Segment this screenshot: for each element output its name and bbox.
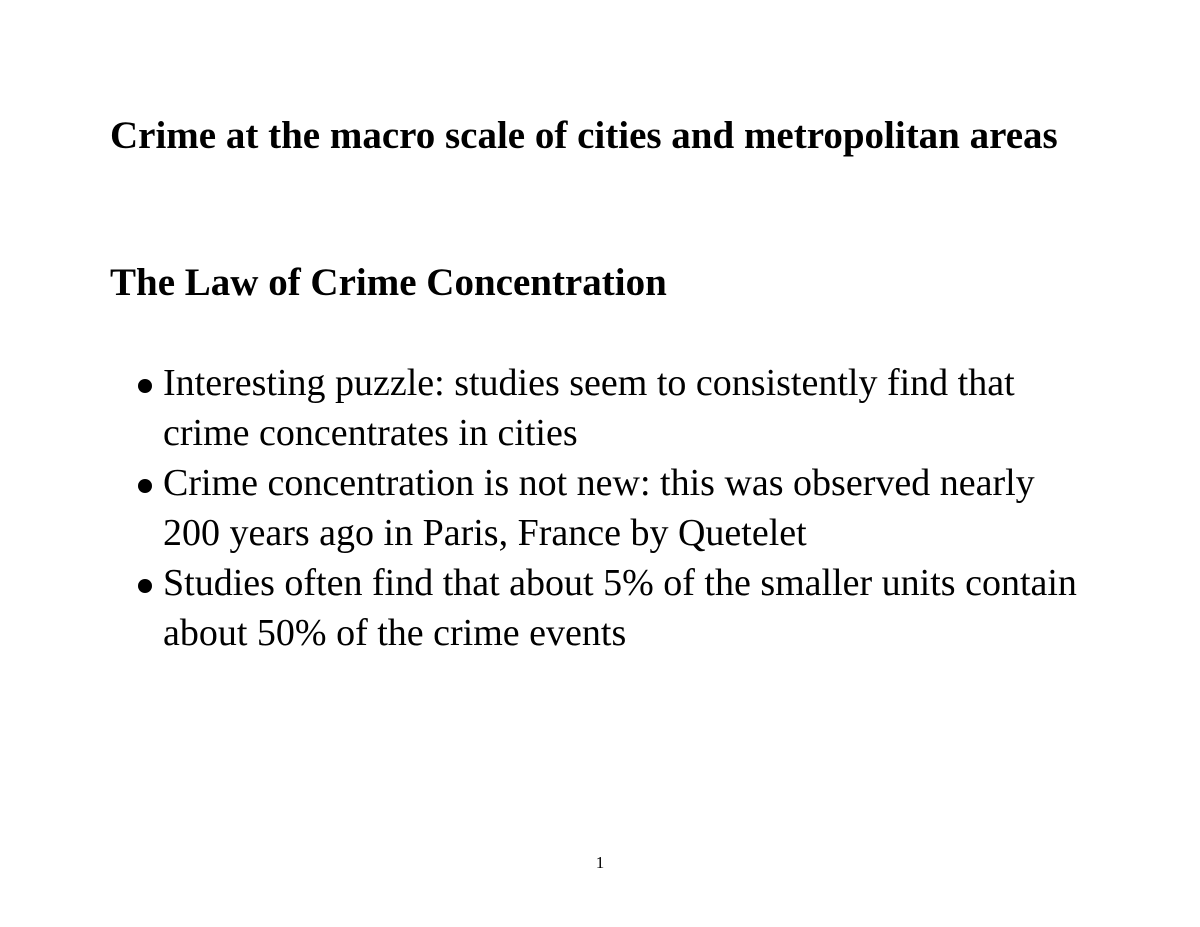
list-item	[136, 558, 1096, 658]
list-item-text: Interesting puzzle: studies seem to consistently find that crime concentrates in cities	[163, 362, 1015, 454]
list-item	[136, 458, 1096, 558]
bullet-dot-icon	[138, 479, 152, 493]
section-heading: The Law of Crime Concentration	[110, 261, 667, 304]
list-item	[136, 358, 1096, 458]
bullet-dot-icon	[138, 379, 152, 393]
list-item-text: Crime concentration is not new: this was observed nearly 200 years ago in Paris, France by Quetelet	[163, 462, 1035, 554]
page-number: 1	[595, 853, 605, 872]
page-title: Crime at the macro scale of cities and metropolitan areas	[110, 114, 1058, 157]
list-item-text: Studies often find that about 5% of the smaller units contain about 50% of the crime events	[163, 562, 1077, 654]
bullet-dot-icon	[138, 579, 152, 593]
bullet-list	[136, 358, 1096, 658]
